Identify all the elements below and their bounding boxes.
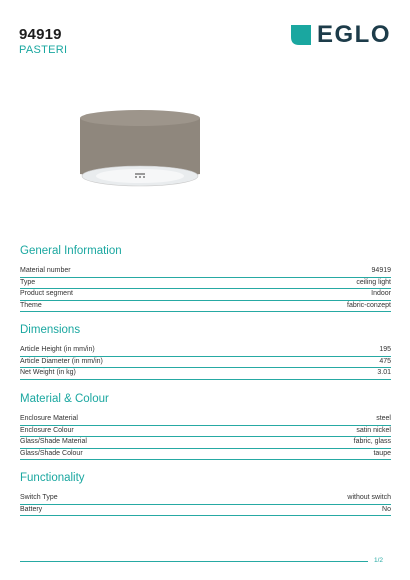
row-label: Product segment: [20, 290, 73, 297]
section-title: Dimensions: [20, 324, 81, 336]
table-row: [20, 278, 391, 290]
row-label: Enclosure Colour: [20, 426, 74, 434]
row-value: 195: [379, 346, 391, 353]
section-functionality: [20, 472, 391, 516]
section-material-colour: [20, 393, 391, 460]
row-label: Glass/Shade Material: [20, 438, 87, 445]
section-title: General Information: [20, 245, 122, 257]
footer-divider: [20, 561, 368, 562]
table-row: [20, 345, 391, 357]
row-value: taupe: [373, 449, 391, 457]
row-value: fabric, glass: [353, 438, 391, 445]
row-label: Theme: [20, 301, 42, 309]
product-image: [80, 104, 200, 196]
table-row: [20, 414, 391, 426]
shade-top: [80, 110, 200, 126]
row-value: Indoor: [371, 290, 391, 297]
row-label: Material number: [20, 267, 71, 274]
brand-logo: [291, 21, 391, 48]
section-general-information: [20, 245, 391, 312]
section-title: Functionality: [20, 472, 85, 484]
row-value: steel: [376, 415, 391, 422]
product-number: 94919: [19, 26, 62, 43]
table-row: [20, 289, 391, 301]
row-value: satin nickel: [356, 426, 391, 434]
row-value: ceiling light: [356, 278, 391, 286]
row-value: 94919: [371, 267, 391, 274]
row-value: fabric-conzept: [347, 301, 391, 309]
row-label: Article Height (in mm/in): [20, 346, 95, 353]
row-label: Battery: [20, 505, 43, 513]
section-title: Material & Colour: [20, 393, 109, 405]
logo-mark-icon: [291, 25, 311, 45]
row-value: without switch: [347, 494, 391, 501]
table-row: [20, 505, 391, 517]
table-row: [20, 426, 391, 438]
table-row: [20, 493, 391, 505]
row-value: 475: [379, 357, 391, 365]
table-row: [20, 301, 391, 313]
row-label: Switch Type: [20, 494, 58, 501]
table-row: [20, 357, 391, 369]
row-label: Type: [20, 278, 36, 286]
logo-text: EGLO: [316, 21, 391, 48]
row-label: Enclosure Material: [20, 415, 78, 422]
product-name: PASTERI: [19, 44, 68, 56]
section-dimensions: [20, 324, 391, 380]
row-label: Net Weight (in kg): [20, 369, 76, 376]
row-value: No: [382, 505, 391, 513]
table-row: [20, 266, 391, 278]
row-label: Glass/Shade Colour: [20, 449, 83, 457]
table-row: [20, 368, 391, 380]
row-label: Article Diameter (in mm/in): [20, 357, 103, 365]
table-row: [20, 449, 391, 461]
page-indicator: 1/2: [374, 557, 384, 564]
table-row: [20, 437, 391, 449]
row-value: 3.01: [377, 369, 391, 376]
